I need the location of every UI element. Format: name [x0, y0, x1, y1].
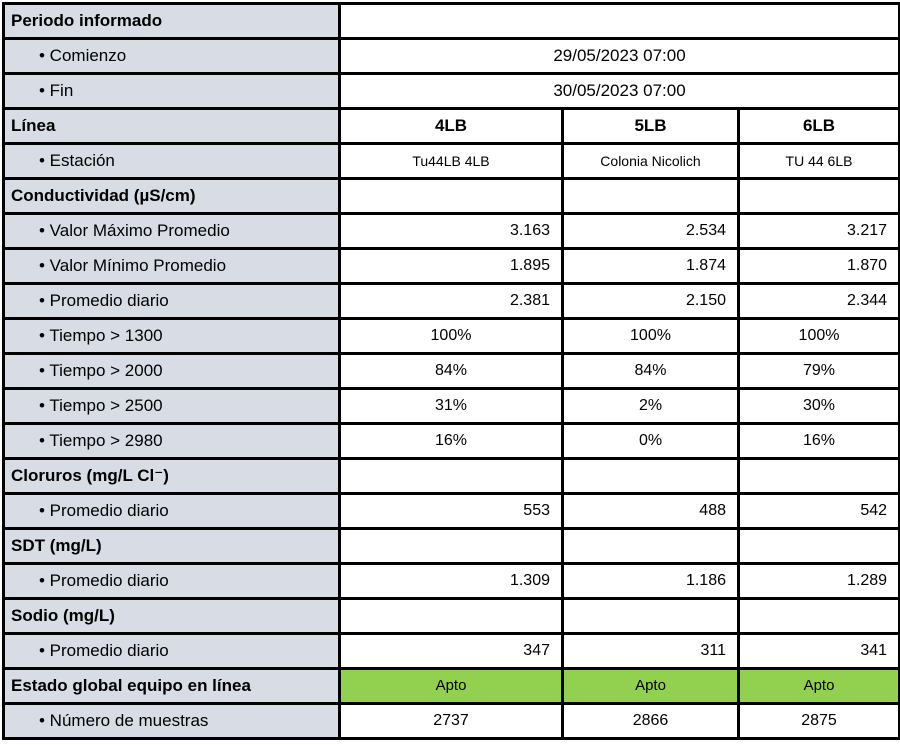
value-cell-tiempo-2500-6lb: 30% — [739, 389, 900, 424]
empty-cell — [563, 179, 739, 214]
value-cell-promedio-cloruros-4lb: 553 — [340, 494, 563, 529]
row-sdt-section — [4, 529, 900, 564]
value-cell-promedio-sdt-4lb: 1.309 — [340, 564, 563, 599]
row-tiempo-1300 — [4, 319, 900, 354]
column-header-5lb: 5LB — [563, 109, 739, 144]
value-cell-tiempo-1300-4lb: 100% — [340, 319, 563, 354]
item-label-valor-minimo: • Valor Mínimo Promedio — [4, 249, 340, 284]
value-cell-tiempo-2000-4lb: 84% — [340, 354, 563, 389]
empty-cell — [739, 599, 900, 634]
empty-cell — [563, 599, 739, 634]
row-promedio-conductividad — [4, 284, 900, 319]
empty-cell — [340, 459, 563, 494]
empty-cell — [340, 529, 563, 564]
value-cell-promedio-conductividad-4lb: 2.381 — [340, 284, 563, 319]
item-label-comienzo: • Comienzo — [4, 39, 340, 74]
value-cell-tiempo-2980-5lb: 0% — [563, 424, 739, 459]
value-cell-promedio-conductividad-5lb: 2.150 — [563, 284, 739, 319]
empty-cell — [340, 179, 563, 214]
value-cell-tiempo-2980-6lb: 16% — [739, 424, 900, 459]
value-cell-estacion-4lb: Tu44LB 4LB — [340, 144, 563, 179]
item-label-tiempo-1300: • Tiempo > 1300 — [4, 319, 340, 354]
value-cell-muestras-5lb: 2866 — [563, 704, 739, 739]
section-label-sodio: Sodio (mg/L) — [4, 599, 340, 634]
value-cell-tiempo-1300-6lb: 100% — [739, 319, 900, 354]
item-label-promedio-cloruros: • Promedio diario — [4, 494, 340, 529]
value-cell-promedio-sdt-5lb: 1.186 — [563, 564, 739, 599]
value-cell-periodo — [340, 4, 900, 39]
value-cell-tiempo-2980-4lb: 16% — [340, 424, 563, 459]
empty-cell — [739, 529, 900, 564]
row-conductividad-section — [4, 179, 900, 214]
value-cell-muestras-4lb: 2737 — [340, 704, 563, 739]
value-cell-valor-minimo-4lb: 1.895 — [340, 249, 563, 284]
item-label-promedio-conductividad: • Promedio diario — [4, 284, 340, 319]
column-header-4lb: 4LB — [340, 109, 563, 144]
item-label-estacion: • Estación — [4, 144, 340, 179]
empty-cell — [563, 459, 739, 494]
row-valor-maximo — [4, 214, 900, 249]
item-label-promedio-sdt: • Promedio diario — [4, 564, 340, 599]
row-tiempo-2500 — [4, 389, 900, 424]
value-cell-promedio-sodio-6lb: 341 — [739, 634, 900, 669]
row-tiempo-2000 — [4, 354, 900, 389]
row-cloruros-section — [4, 459, 900, 494]
value-cell-valor-maximo-6lb: 3.217 — [739, 214, 900, 249]
item-label-fin: • Fin — [4, 74, 340, 109]
item-label-tiempo-2500: • Tiempo > 2500 — [4, 389, 340, 424]
empty-cell — [739, 459, 900, 494]
row-promedio-sodio — [4, 634, 900, 669]
value-cell-tiempo-2500-5lb: 2% — [563, 389, 739, 424]
value-cell-tiempo-2500-4lb: 31% — [340, 389, 563, 424]
row-fin — [4, 74, 900, 109]
value-cell-estacion-5lb: Colonia Nicolich — [563, 144, 739, 179]
status-badge-apto-6lb: Apto — [739, 669, 900, 704]
section-label-cloruros: Cloruros (mg/L Cl⁻) — [4, 459, 340, 494]
row-periodo-informado — [4, 4, 900, 39]
value-cell-valor-minimo-5lb: 1.874 — [563, 249, 739, 284]
empty-cell — [340, 599, 563, 634]
column-header-6lb: 6LB — [739, 109, 900, 144]
value-cell-valor-maximo-4lb: 3.163 — [340, 214, 563, 249]
value-cell-muestras-6lb: 2875 — [739, 704, 900, 739]
item-label-tiempo-2000: • Tiempo > 2000 — [4, 354, 340, 389]
empty-cell — [739, 179, 900, 214]
value-cell-promedio-conductividad-6lb: 2.344 — [739, 284, 900, 319]
item-label-valor-maximo: • Valor Máximo Promedio — [4, 214, 340, 249]
value-cell-comienzo: 29/05/2023 07:00 — [340, 39, 900, 74]
section-label-estado-global: Estado global equipo en línea — [4, 669, 340, 704]
row-numero-muestras — [4, 704, 900, 739]
item-label-promedio-sodio: • Promedio diario — [4, 634, 340, 669]
value-cell-tiempo-2000-6lb: 79% — [739, 354, 900, 389]
item-label-numero-muestras: • Número de muestras — [4, 704, 340, 739]
value-cell-valor-maximo-5lb: 2.534 — [563, 214, 739, 249]
row-estado-global — [4, 669, 900, 704]
row-linea-header — [4, 109, 900, 144]
value-cell-promedio-sdt-6lb: 1.289 — [739, 564, 900, 599]
status-badge-apto-4lb: Apto — [340, 669, 563, 704]
row-promedio-cloruros — [4, 494, 900, 529]
row-promedio-sdt — [4, 564, 900, 599]
empty-cell — [563, 529, 739, 564]
row-tiempo-2980 — [4, 424, 900, 459]
value-cell-fin: 30/05/2023 07:00 — [340, 74, 900, 109]
row-valor-minimo — [4, 249, 900, 284]
row-estacion — [4, 144, 900, 179]
section-label-periodo: Periodo informado — [4, 4, 340, 39]
value-cell-tiempo-1300-5lb: 100% — [563, 319, 739, 354]
quality-report-table — [2, 2, 900, 740]
value-cell-promedio-cloruros-6lb: 542 — [739, 494, 900, 529]
section-label-sdt: SDT (mg/L) — [4, 529, 340, 564]
section-label-conductividad: Conductividad (µS/cm) — [4, 179, 340, 214]
status-badge-apto-5lb: Apto — [563, 669, 739, 704]
row-sodio-section — [4, 599, 900, 634]
value-cell-promedio-cloruros-5lb: 488 — [563, 494, 739, 529]
value-cell-valor-minimo-6lb: 1.870 — [739, 249, 900, 284]
value-cell-promedio-sodio-4lb: 347 — [340, 634, 563, 669]
value-cell-promedio-sodio-5lb: 311 — [563, 634, 739, 669]
value-cell-estacion-6lb: TU 44 6LB — [739, 144, 900, 179]
item-label-tiempo-2980: • Tiempo > 2980 — [4, 424, 340, 459]
row-comienzo — [4, 39, 900, 74]
section-label-linea: Línea — [4, 109, 340, 144]
value-cell-tiempo-2000-5lb: 84% — [563, 354, 739, 389]
